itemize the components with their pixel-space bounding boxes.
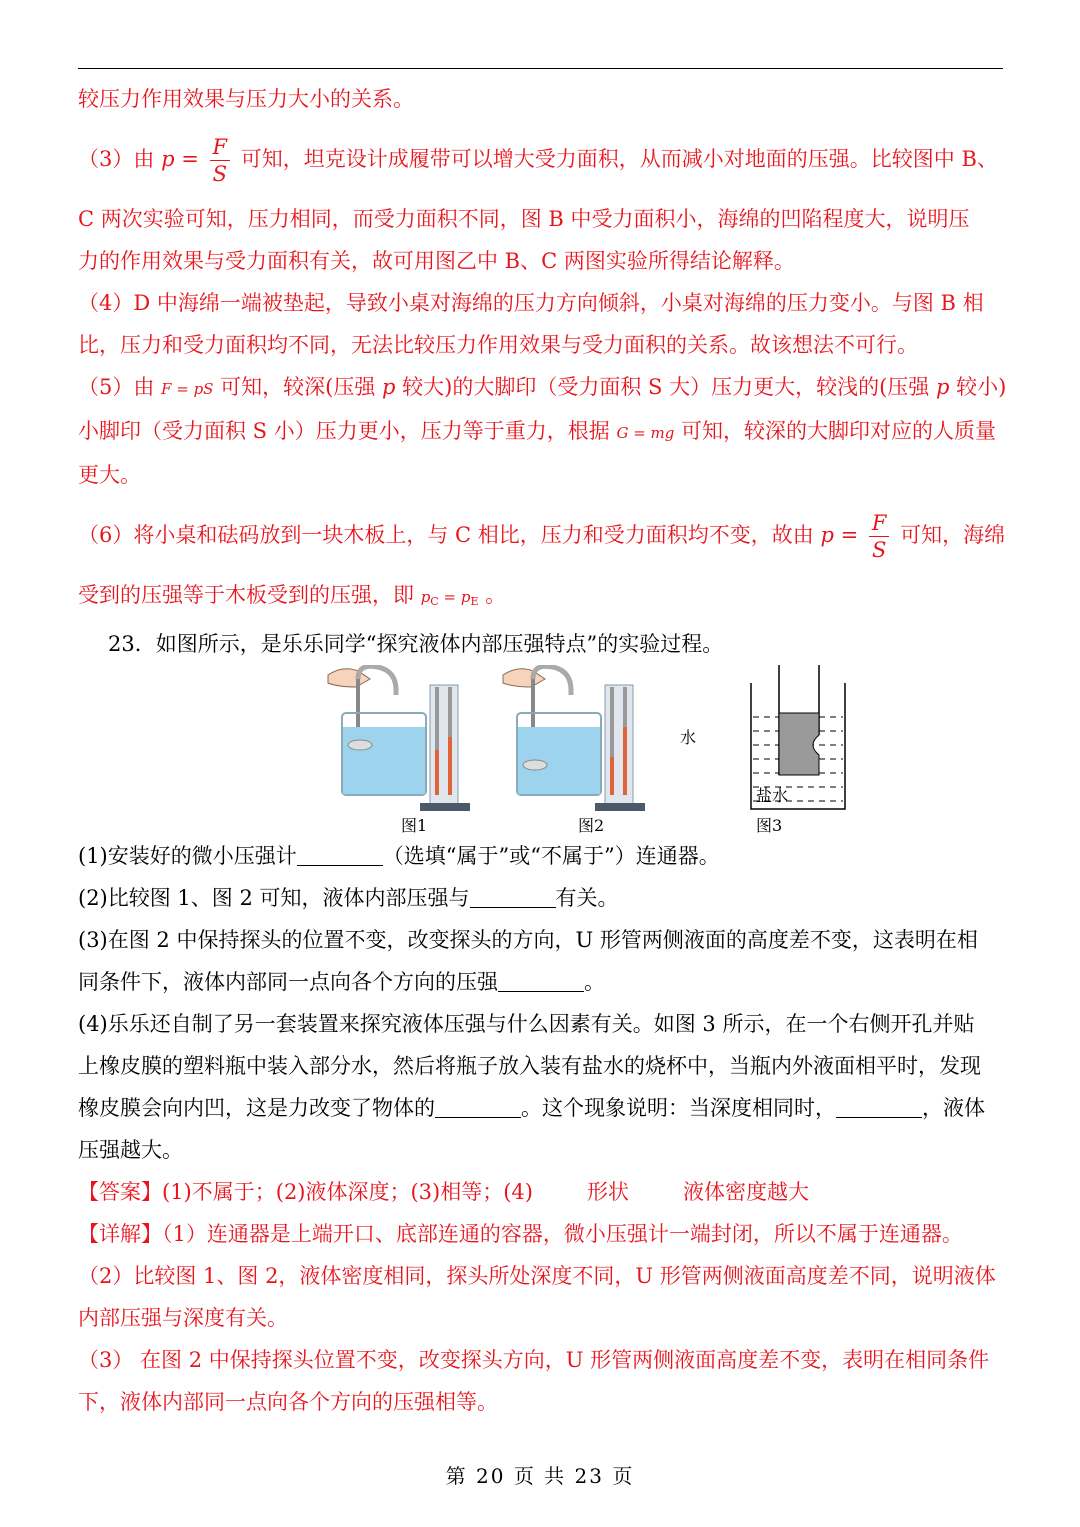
formula-pe — [461, 588, 479, 606]
page-content — [78, 78, 1007, 1423]
formula-G-mg: G = mg — [616, 424, 675, 442]
question-part-4-cont: 压强越大。 — [78, 1138, 183, 1162]
header-rule — [78, 68, 1003, 69]
text-line: （4）D 中海绵一端被垫起，导致小桌对海绵的压力方向倾斜，小桌对海绵的压力变小。与图 B 相 — [78, 291, 984, 315]
text-span: 可知，较深的大脚印对应的人质量 — [681, 419, 997, 443]
figure-caption-3: 图3 — [756, 816, 783, 835]
question-part-3-cont — [78, 961, 1003, 1003]
question-part-3: (3)在图 2 中保持探头的位置不变，改变探头的方向，U 形管两侧液面的高度差不变，这表明在相 — [78, 928, 978, 952]
text-line: 力的作用效果与受力面积有关，故可用图乙中 B、C 两图实验所得结论解释。 — [78, 249, 795, 273]
formula-F-pS: F = pS — [161, 380, 214, 398]
detail-line: 下，液体内部同一点向各个方向的压强相等。 — [78, 1390, 498, 1414]
text-span: (1)安装好的微小压强计 — [78, 844, 297, 868]
text-span: 。这个现象说明：当深度相同时， — [521, 1096, 836, 1120]
answer-blank — [470, 887, 556, 908]
text-line: C 两次实验可知，压力相同，而受力面积不同，图 B 中受力面积小，海绵的凹陷程度大，说明压 — [78, 207, 970, 231]
formula-p: p — [382, 375, 396, 399]
detail-line: 内部压强与深度有关。 — [78, 1306, 288, 1330]
detail-text: （1）连通器是上端开口、底部连通的容器，微小压强计一端封闭，所以不属于连通器。 — [162, 1222, 963, 1246]
page-footer: 第 20 页 共 23 页 — [445, 1464, 635, 1488]
formula-var: p — [460, 588, 471, 606]
detail-tag: 【详解】 — [78, 1222, 162, 1246]
text-span: （3）由 — [78, 147, 155, 171]
answer-tag: 【答案】 — [78, 1180, 162, 1204]
formula-pc — [421, 588, 439, 606]
formula-eq: = — [840, 523, 859, 547]
formula-p: p — [935, 375, 950, 399]
text-line — [78, 366, 1007, 410]
question-part-4-cont: 上橡皮膜的塑料瓶中装入部分水，然后将瓶子放入装有盐水的烧杯中，当瓶内外液面相平时，发现 — [78, 1054, 981, 1078]
question-title: 23．如图所示，是乐乐同学“探究液体内部压强特点”的实验过程。 — [108, 632, 724, 656]
answer-blank — [297, 845, 383, 866]
fraction-denominator: S — [212, 162, 227, 186]
text-line: 比，压力和受力面积均不同，无法比较压力作用效果与受力面积的关系。故该想法不可行。 — [78, 333, 918, 357]
fraction-F-over-S — [869, 510, 890, 563]
text-span: 。 — [485, 583, 507, 607]
text-span: 较小) — [956, 375, 1007, 399]
figure-caption-2: 图2 — [578, 816, 605, 835]
text-span: 同条件下，液体内部同一点向各个方向的压强 — [78, 970, 498, 994]
experiment-figure — [308, 665, 868, 835]
text-line — [78, 574, 1003, 623]
text-span: 受到的压强等于木板受到的压强，即 — [78, 583, 414, 607]
text-span: ，液体 — [922, 1096, 985, 1120]
text-span: (2)比较图 1、图 2 可知，液体内部压强与 — [78, 886, 470, 910]
detail-line: （3） 在图 2 中保持探头位置不变，改变探头方向，U 形管两侧液面高度差不变，表明在相同条件 — [78, 1348, 990, 1372]
fraction-denominator: S — [872, 538, 887, 562]
detail-line: （2）比较图 1、图 2，液体密度相同，探头所处深度不同，U 形管两侧液面高度差不同，说明液体 — [78, 1264, 996, 1288]
formula-subscript: C — [430, 595, 439, 608]
text-span: 可知，较深(压强 — [220, 375, 376, 399]
text-span: 可知，坦克设计成履带可以增大受力面积，从而减小对地面的压强。比较图中 B、 — [240, 147, 998, 171]
text-line: 较压力作用效果与压力大小的关系。 — [78, 87, 414, 111]
text-span: 可知，海绵 — [900, 523, 1006, 547]
saltwater-label: 盐水 — [756, 786, 789, 805]
text-span: 橡皮膜会向内凹，这是力改变了物体的 — [78, 1096, 435, 1120]
detail-line — [78, 1213, 1003, 1255]
text-span: 。 — [584, 970, 605, 994]
answer-blank — [435, 1097, 521, 1118]
figure-caption-1: 图1 — [401, 816, 428, 835]
answer-blank — [836, 1097, 922, 1118]
fraction-numerator: F — [210, 134, 231, 161]
formula-eq: = — [181, 147, 199, 171]
text-line — [78, 120, 1003, 198]
question-part-4: (4)乐乐还自制了另一套装置来探究液体压强与什么因素有关。如图 3 所示，在一个右侧开孔并贴 — [78, 1012, 975, 1036]
figure-2 — [503, 666, 645, 811]
text-span: 小脚印（受力面积 S 小）压力更小，压力等于重力，根据 — [78, 419, 610, 443]
answer-line — [78, 1171, 1003, 1213]
answer-shape: 形状 — [587, 1180, 629, 1204]
question-part-2 — [78, 877, 1003, 919]
text-line: 更大。 — [78, 463, 141, 487]
fraction-numerator: F — [869, 510, 890, 537]
formula-p: p — [161, 147, 175, 171]
text-line — [78, 410, 1003, 454]
water-label: 水 — [680, 728, 697, 747]
text-span: 有关。 — [555, 886, 619, 910]
formula-p: p — [820, 523, 834, 547]
text-span: （选填“属于”或“不属于”）连通器。 — [382, 844, 720, 868]
question-part-1 — [78, 835, 1003, 877]
figure-1 — [328, 666, 470, 811]
formula-subscript: E — [470, 595, 479, 608]
fraction-F-over-S — [210, 134, 231, 187]
text-span: （6）将小桌和砝码放到一块木板上，与 C 相比，压力和受力面积均不变，故由 — [78, 523, 814, 547]
formula-eq: = — [438, 588, 461, 606]
text-line — [78, 496, 1006, 574]
answer-blank — [498, 971, 584, 992]
question-part-4-cont — [78, 1087, 1003, 1129]
text-span: （5）由 — [78, 375, 155, 399]
text-span: 较大)的大脚印（受力面积 S 大）压力更大，较浅的(压强 — [402, 375, 930, 399]
formula-var: p — [420, 588, 431, 606]
answer-text: (1)不属于；(2)液体深度；(3)相等；(4) — [162, 1180, 533, 1204]
answer-density: 液体密度越大 — [683, 1180, 809, 1204]
